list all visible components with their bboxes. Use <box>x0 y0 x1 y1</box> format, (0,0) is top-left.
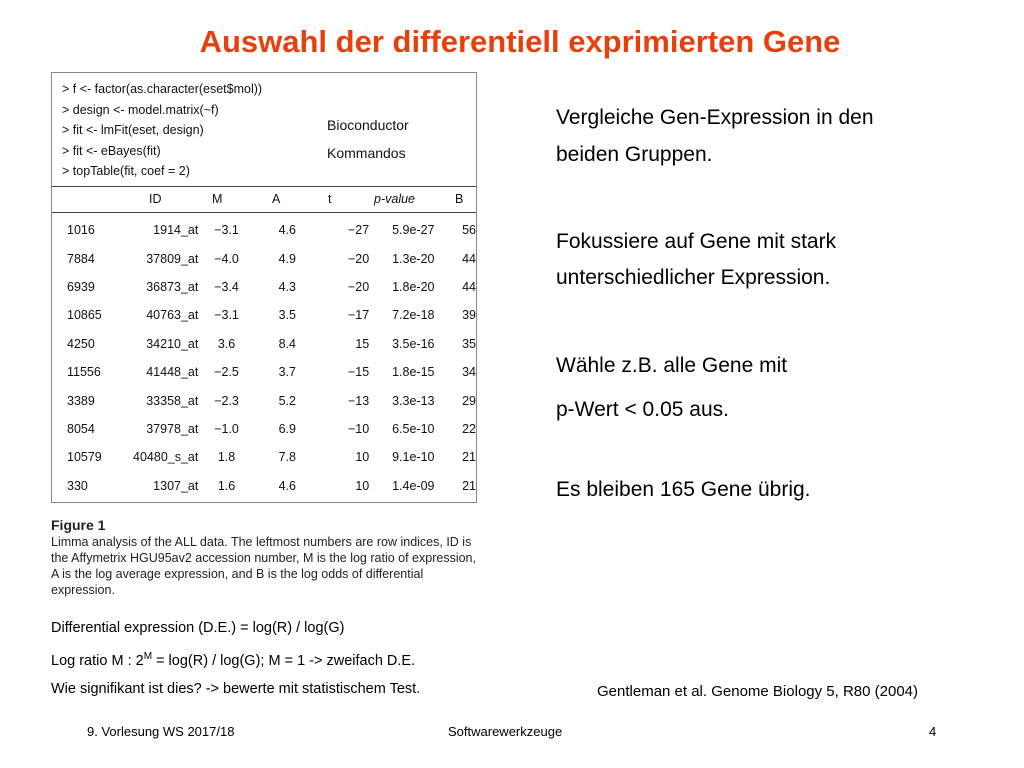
m-value-cell: 1.6 <box>217 478 236 493</box>
table-row <box>52 472 476 500</box>
row-index-cell: 11556 <box>67 365 101 380</box>
gene-id-cell: 1307_at <box>153 478 199 493</box>
t-value-cell: −20 <box>348 279 370 294</box>
a-value-cell: 3.5 <box>278 308 296 323</box>
page-title: Auswahl der differentiell exprimierten Gene <box>199 24 841 59</box>
command-line: > design <- model.matrix(~f) <box>62 102 219 117</box>
p-value-cell: 1.4e-09 <box>392 478 435 493</box>
right-paragraph-1 <box>556 96 874 170</box>
table-header-rule <box>52 212 476 213</box>
row-index-cell: 10579 <box>67 450 102 465</box>
row-index-cell: 4250 <box>67 336 95 351</box>
b-value-cell: 44 <box>462 251 476 266</box>
a-value-cell: 4.9 <box>278 251 296 266</box>
m-value-cell: −3.4 <box>214 279 239 294</box>
command-line: > topTable(fit, coef = 2) <box>62 164 190 178</box>
gene-id-cell: 40763_at <box>146 308 199 323</box>
note-sup: M <box>143 650 153 662</box>
p-value-cell: 3.5e-16 <box>392 336 435 351</box>
m-value-cell: −4.0 <box>214 251 239 266</box>
m-value-cell: −3.1 <box>214 223 239 238</box>
p-value-cell: 1.8e-15 <box>392 365 435 380</box>
figure-caption-text: Limma analysis of the ALL data. The leftmost numbers are row indices, ID is the Affymetrix HGU95av2 accession number, M is the log ratio of expression, A is the log average expression, and B is the log odds of differential expression. <box>51 535 476 597</box>
bioconductor-label <box>327 111 409 167</box>
b-value-cell: 34 <box>462 365 476 380</box>
t-value-cell: −17 <box>348 308 370 323</box>
table-row <box>52 244 476 272</box>
a-value-cell: 5.2 <box>278 393 296 408</box>
text-line: p-Wert < 0.05 aus. <box>556 398 729 421</box>
row-index-cell: 8054 <box>67 421 95 436</box>
p-value-cell: 5.9e-27 <box>392 223 435 238</box>
p-value-cell: 6.5e-10 <box>392 421 435 436</box>
b-value-cell: 35 <box>462 336 476 351</box>
command-line: > fit <- lmFit(eset, design) <box>62 123 204 137</box>
col-header-id: ID <box>149 192 162 206</box>
p-value-cell: 9.1e-10 <box>392 450 435 465</box>
a-value-cell: 4.6 <box>278 478 296 493</box>
t-value-cell: −15 <box>348 365 370 380</box>
table-row <box>52 273 476 301</box>
row-index-cell: 6939 <box>67 279 95 294</box>
gene-id-cell: 37809_at <box>146 251 199 266</box>
row-index-cell: 7884 <box>67 251 95 266</box>
m-value-cell: −2.5 <box>214 365 239 380</box>
bioconductor-label-line: Bioconductor <box>327 117 409 133</box>
t-value-cell: −20 <box>348 251 370 266</box>
table-row <box>52 415 476 443</box>
table-top-rule <box>52 186 476 187</box>
t-value-cell: −10 <box>348 421 370 436</box>
row-index-cell: 10865 <box>67 308 102 323</box>
m-value-cell: 1.8 <box>217 450 236 465</box>
text-line: Vergleiche Gen-Expression in den <box>556 106 874 129</box>
gene-id-cell: 34210_at <box>146 336 199 351</box>
gene-id-cell: 36873_at <box>146 279 199 294</box>
text-line: beiden Gruppen. <box>556 143 713 166</box>
a-value-cell: 4.3 <box>278 279 296 294</box>
b-value-cell: 44 <box>462 279 476 294</box>
b-value-cell: 21 <box>462 478 476 493</box>
text-line: unterschiedlicher Expression. <box>556 266 831 289</box>
p-value-cell: 1.3e-20 <box>392 251 435 266</box>
gene-id-cell: 40480_s_at <box>133 450 199 465</box>
row-index-cell: 330 <box>67 478 88 493</box>
note-line: Wie signifikant ist dies? -> bewerte mit statistischem Test. <box>51 680 421 697</box>
command-line: > f <- factor(as.character(eset$mol)) <box>62 82 263 96</box>
table-row <box>52 330 476 358</box>
bioconductor-label-line: Kommandos <box>327 145 406 161</box>
t-value-cell: 15 <box>355 336 370 351</box>
command-line: > fit <- eBayes(fit) <box>62 143 161 158</box>
table-row <box>52 358 476 386</box>
text-line: Fokussiere auf Gene mit stark <box>556 230 837 253</box>
b-value-cell: 29 <box>462 393 476 408</box>
right-paragraph-2 <box>556 224 836 296</box>
b-value-cell: 39 <box>462 308 476 323</box>
a-value-cell: 6.9 <box>278 421 296 436</box>
p-value-cell: 3.3e-13 <box>392 393 435 408</box>
col-header-m: M <box>212 192 223 206</box>
a-value-cell: 3.7 <box>278 365 296 380</box>
gene-id-cell: 37978_at <box>146 421 199 436</box>
t-value-cell: 10 <box>355 450 370 465</box>
m-value-cell: 3.6 <box>217 336 236 351</box>
text-line: Wähle z.B. alle Gene mit <box>556 354 788 377</box>
gene-id-cell: 41448_at <box>146 365 199 380</box>
t-value-cell: 10 <box>355 478 370 493</box>
right-paragraph-4: Es bleiben 165 Gene übrig. <box>556 478 811 501</box>
footer-lecture: 9. Vorlesung WS 2017/18 <box>87 724 235 739</box>
gene-id-cell: 1914_at <box>153 223 199 238</box>
b-value-cell: 22 <box>462 421 476 436</box>
col-header-t: t <box>328 192 332 206</box>
table-row <box>52 301 476 329</box>
col-header-pvalue <box>374 192 415 206</box>
limma-figure <box>51 72 477 503</box>
m-value-cell: −1.0 <box>214 421 239 436</box>
citation: Gentleman et al. Genome Biology 5, R80 (2004) <box>597 683 919 700</box>
row-index-cell: 1016 <box>67 223 95 238</box>
note-line: Differential expression (D.E.) = log(R) / log(G) <box>51 620 345 636</box>
col-header-a: A <box>272 192 281 206</box>
gene-id-cell: 33358_at <box>146 393 199 408</box>
p-value-cell: 1.8e-20 <box>392 279 435 294</box>
b-value-cell: 21 <box>462 450 476 465</box>
toptable-results <box>52 216 476 500</box>
footer-course: Softwarewerkzeuge <box>448 724 563 739</box>
col-header-b: B <box>455 192 464 206</box>
right-paragraph-3 <box>556 344 787 432</box>
notes <box>51 614 420 703</box>
a-value-cell: 4.6 <box>278 223 296 238</box>
figure-caption-heading: Figure 1 <box>51 517 106 533</box>
a-value-cell: 7.8 <box>278 450 296 465</box>
p-value-cell: 7.2e-18 <box>392 308 435 323</box>
t-value-cell: −13 <box>348 393 370 408</box>
m-value-cell: −2.3 <box>214 393 239 408</box>
note-text: = log(R) / log(G); M = 1 -> zweifach D.E. <box>152 652 416 669</box>
figure-caption <box>51 517 481 598</box>
table-row <box>52 386 476 414</box>
b-value-cell: 56 <box>462 223 476 238</box>
page-number: 4 <box>929 724 937 739</box>
table-row <box>52 216 476 244</box>
a-value-cell: 8.4 <box>278 336 296 351</box>
table-row <box>52 443 476 471</box>
r-commands <box>62 79 262 182</box>
note-line <box>51 643 420 675</box>
row-index-cell: 3389 <box>67 393 95 408</box>
note-text: Log ratio M : 2 <box>51 652 144 669</box>
t-value-cell: −27 <box>348 223 370 238</box>
col-header-pvalue-text: p-value <box>374 192 415 206</box>
m-value-cell: −3.1 <box>214 308 239 323</box>
